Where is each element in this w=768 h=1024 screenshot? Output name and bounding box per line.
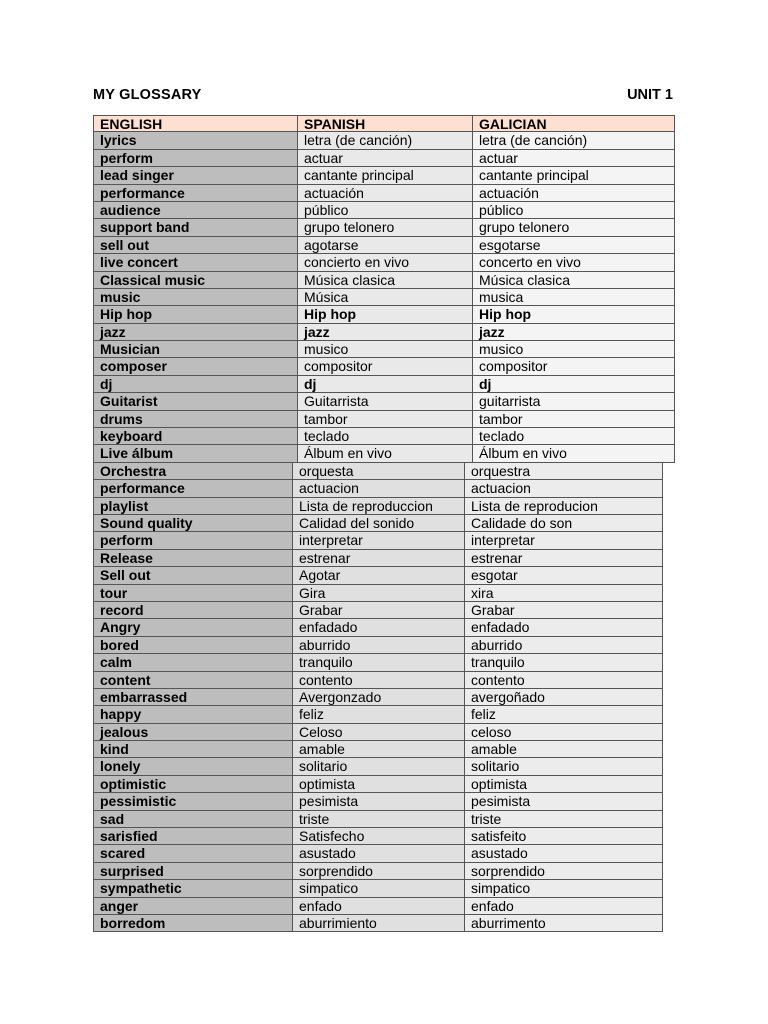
spanish-term: dj [298,376,473,393]
english-term: support band [93,219,298,236]
spanish-term: Calidad del sonido [293,515,465,532]
english-term: perform [93,150,298,167]
english-term: lead singer [93,167,298,184]
galician-term: interpretar [465,532,663,549]
galician-term: guitarrista [473,393,675,410]
galician-term: actuar [473,150,675,167]
galician-term: actuación [473,185,675,202]
galician-term: letra (de canción) [473,132,675,149]
galician-term: simpatico [465,880,663,897]
galician-term: musica [473,289,675,306]
galician-term: dj [473,376,675,393]
spanish-term: letra (de canción) [298,132,473,149]
galician-term: Álbum en vivo [473,445,675,462]
galician-term: xira [465,585,663,602]
galician-term: pesimista [465,793,663,810]
spanish-term: enfadado [293,619,465,636]
spanish-term: público [298,202,473,219]
english-term: Hip hop [93,306,298,323]
galician-term: celoso [465,724,663,741]
english-term: performance [93,480,293,497]
unit-label: UNIT 1 [627,87,673,103]
galician-term: teclado [473,428,675,445]
english-term: happy [93,706,293,723]
galician-term: sorprendido [465,863,663,880]
spanish-term: Música [298,289,473,306]
column-header-galician: GALICIAN [473,115,675,132]
spanish-term: optimista [293,776,465,793]
spanish-term: simpatico [293,880,465,897]
english-term: performance [93,185,298,202]
english-term: record [93,602,293,619]
english-term: scared [93,845,293,862]
galician-term: compositor [473,358,675,375]
english-term: dj [93,376,298,393]
spanish-term: Gira [293,585,465,602]
galician-term: orquestra [465,463,663,480]
galician-term: optimista [465,776,663,793]
english-term: live concert [93,254,298,271]
spanish-term: orquesta [293,463,465,480]
english-term: optimistic [93,776,293,793]
spanish-term: teclado [298,428,473,445]
english-term: content [93,672,293,689]
spanish-term: interpretar [293,532,465,549]
english-term: Classical music [93,272,298,289]
galician-term: Hip hop [473,306,675,323]
spanish-term: actuar [298,150,473,167]
galician-term: Lista de reproducion [465,498,663,515]
galician-term: tranquilo [465,654,663,671]
spanish-term: aburrimiento [293,915,465,932]
english-term: jealous [93,724,293,741]
spanish-term: feliz [293,706,465,723]
spanish-term: solitario [293,758,465,775]
english-term: borredom [93,915,293,932]
spanish-term: concierto en vivo [298,254,473,271]
english-term: anger [93,898,293,915]
english-term: keyboard [93,428,298,445]
spanish-term: Celoso [293,724,465,741]
english-term: drums [93,411,298,428]
page-title: MY GLOSSARY [93,87,202,103]
english-term: playlist [93,498,293,515]
english-term: lyrics [93,132,298,149]
spanish-term: aburrido [293,637,465,654]
english-term: embarrassed [93,689,293,706]
spanish-term: contento [293,672,465,689]
galician-term: asustado [465,845,663,862]
spanish-term: Guitarrista [298,393,473,410]
galician-term: avergoñado [465,689,663,706]
galician-term: público [473,202,675,219]
spanish-term: musico [298,341,473,358]
galician-term: Grabar [465,602,663,619]
galician-term: Música clasica [473,272,675,289]
galician-term: aburrido [465,637,663,654]
spanish-term: sorprendido [293,863,465,880]
galician-term: musico [473,341,675,358]
galician-term: satisfeito [465,828,663,845]
spanish-term: Agotar [293,567,465,584]
galician-term: cantante principal [473,167,675,184]
english-term: perform [93,532,293,549]
galician-term: tambor [473,411,675,428]
spanish-term: asustado [293,845,465,862]
english-term: calm [93,654,293,671]
galician-term: aburrimento [465,915,663,932]
spanish-term: amable [293,741,465,758]
galician-term: Calidade do son [465,515,663,532]
spanish-term: Lista de reproduccion [293,498,465,515]
spanish-term: actuacion [293,480,465,497]
galician-term: esgotarse [473,237,675,254]
spanish-term: Grabar [293,602,465,619]
english-term: kind [93,741,293,758]
galician-term: grupo telonero [473,219,675,236]
english-term: Sound quality [93,515,293,532]
spanish-term: cantante principal [298,167,473,184]
spanish-term: pesimista [293,793,465,810]
english-term: bored [93,637,293,654]
english-term: lonely [93,758,293,775]
spanish-term: compositor [298,358,473,375]
spanish-term: enfado [293,898,465,915]
galician-term: concerto en vivo [473,254,675,271]
spanish-term: tambor [298,411,473,428]
english-term: music [93,289,298,306]
column-header-english: ENGLISH [93,115,298,132]
galician-term: jazz [473,324,675,341]
english-term: surprised [93,863,293,880]
english-term: sad [93,811,293,828]
galician-term: solitario [465,758,663,775]
english-term: Live álbum [93,445,298,462]
spanish-term: grupo telonero [298,219,473,236]
english-term: Orchestra [93,463,293,480]
spanish-term: actuación [298,185,473,202]
english-term: Guitarist [93,393,298,410]
english-term: composer [93,358,298,375]
english-term: Angry [93,619,293,636]
english-term: Release [93,550,293,567]
spanish-term: Satisfecho [293,828,465,845]
galician-term: estrenar [465,550,663,567]
galician-term: contento [465,672,663,689]
english-term: audience [93,202,298,219]
galician-term: enfado [465,898,663,915]
spanish-term: agotarse [298,237,473,254]
spanish-term: Música clasica [298,272,473,289]
galician-term: amable [465,741,663,758]
english-term: sell out [93,237,298,254]
english-term: Musician [93,341,298,358]
spanish-term: Avergonzado [293,689,465,706]
galician-term: feliz [465,706,663,723]
spanish-term: Álbum en vivo [298,445,473,462]
english-term: sarisfied [93,828,293,845]
galician-term: esgotar [465,567,663,584]
spanish-term: triste [293,811,465,828]
galician-term: enfadado [465,619,663,636]
english-term: tour [93,585,293,602]
spanish-term: tranquilo [293,654,465,671]
spanish-term: estrenar [293,550,465,567]
spanish-term: jazz [298,324,473,341]
galician-term: triste [465,811,663,828]
english-term: sympathetic [93,880,293,897]
galician-term: actuacion [465,480,663,497]
english-term: jazz [93,324,298,341]
column-header-spanish: SPANISH [298,115,473,132]
english-term: pessimistic [93,793,293,810]
english-term: Sell out [93,567,293,584]
spanish-term: Hip hop [298,306,473,323]
